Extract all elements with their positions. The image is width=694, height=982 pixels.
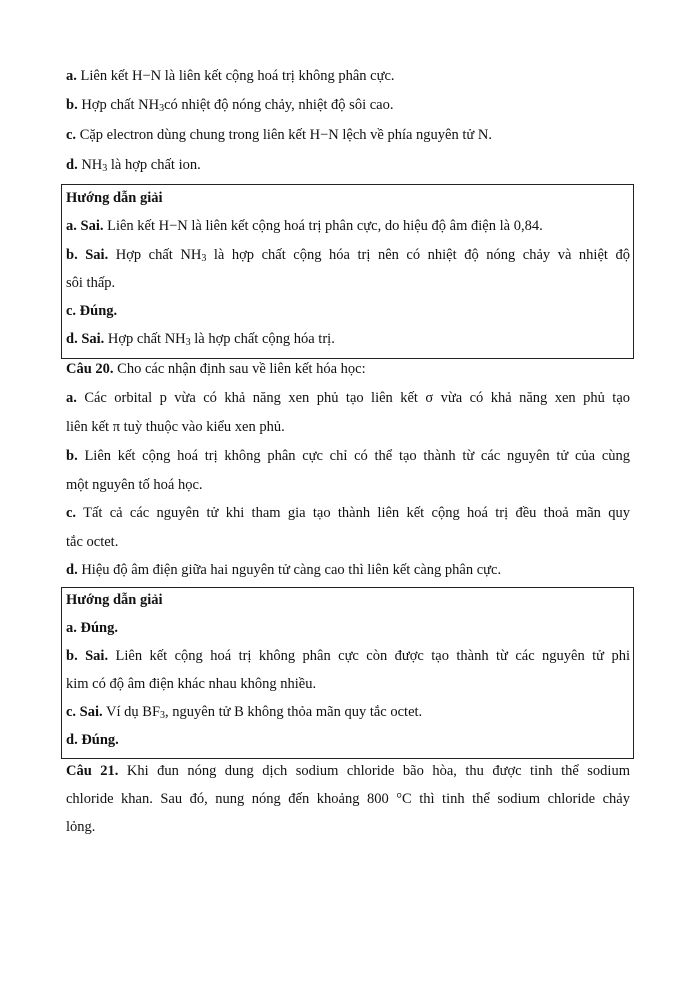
q20-solution-b-cont bbox=[66, 674, 630, 694]
solution-text: kim có độ âm điện khác nhau không nhiều. bbox=[66, 676, 317, 692]
q20-option-a-cont bbox=[66, 417, 630, 437]
q20-solution-c bbox=[66, 702, 630, 722]
solution-text: Hợp chất NH bbox=[115, 247, 202, 263]
solution-label: b. Sai. bbox=[66, 247, 109, 263]
solution-text: Hợp chất NH bbox=[107, 331, 186, 347]
option-text: một nguyên tố hoá học. bbox=[66, 477, 203, 493]
q19-option-c bbox=[66, 125, 630, 145]
option-text: liên kết π tuỳ thuộc vào kiểu xen phủ. bbox=[66, 419, 285, 435]
q20-option-b-cont bbox=[66, 475, 630, 495]
chem-symbol: NH bbox=[81, 157, 103, 173]
chem-symbol: NH bbox=[138, 97, 160, 113]
option-text: Liên kết H−N là liên kết cộng hoá trị không phân cực. bbox=[80, 68, 395, 84]
solution-label: c. Sai. bbox=[66, 704, 103, 720]
chem-subscript: 3 bbox=[159, 103, 165, 114]
solution-label: d. Sai. bbox=[66, 331, 105, 347]
q19-option-b bbox=[66, 95, 630, 115]
solution-label: a. Sai. bbox=[66, 218, 104, 234]
q20-solution-a bbox=[66, 618, 630, 638]
question-text: lỏng. bbox=[66, 819, 96, 835]
q21-line-1 bbox=[66, 761, 630, 781]
option-text: Tất cả các nguyên tử khi tham gia tạo thành liên kết cộng hoá trị đều thoả mãn quy bbox=[83, 505, 630, 521]
q21-line-2 bbox=[66, 789, 630, 809]
chem-formula bbox=[81, 157, 107, 173]
option-label: d. bbox=[66, 562, 78, 578]
solution-label: b. Sai. bbox=[66, 648, 109, 664]
option-label: d. bbox=[66, 157, 78, 173]
option-label: a. bbox=[66, 68, 77, 84]
question-text: chloride khan. Sau đó, nung nóng đến khoảng 800 °C thì tinh thể sodium chloride chảy bbox=[66, 791, 630, 807]
q20-solution-b bbox=[66, 646, 630, 666]
q20-option-b bbox=[66, 446, 630, 466]
solution-title: Hướng dẫn giải bbox=[66, 190, 163, 206]
solution-label: c. Đúng. bbox=[66, 303, 118, 319]
option-text: Liên kết cộng hoá trị không phân cực chỉ có thể tạo thành từ các nguyên tử của cùng bbox=[84, 448, 631, 464]
q21-line-3 bbox=[66, 817, 630, 837]
chem-subscript: 3 bbox=[185, 337, 191, 348]
solution-text: Ví dụ BF bbox=[106, 704, 161, 720]
q19-option-a bbox=[66, 66, 630, 86]
option-label: b. bbox=[66, 448, 78, 464]
q20-option-c-cont bbox=[66, 532, 630, 552]
q19-option-d bbox=[66, 155, 630, 175]
option-text: có nhiệt độ nóng chảy, nhiệt độ sôi cao. bbox=[164, 97, 394, 113]
solution-title: Hướng dẫn giải bbox=[66, 592, 163, 608]
chem-subscript: 3 bbox=[102, 163, 108, 174]
q19-solution-c bbox=[66, 301, 630, 321]
chem-subscript: 3 bbox=[201, 253, 207, 264]
option-text: Hợp chất bbox=[81, 97, 135, 113]
solution-label: d. Đúng. bbox=[66, 732, 119, 748]
chem-subscript: 3 bbox=[160, 710, 166, 721]
question-number: Câu 20. bbox=[66, 361, 114, 377]
question-text: Cho các nhận định sau về liên kết hóa học: bbox=[117, 361, 366, 377]
option-label: b. bbox=[66, 97, 78, 113]
solution-text: là hợp chất cộng hóa trị. bbox=[194, 331, 335, 347]
q19-solution-b bbox=[66, 245, 630, 265]
q19-solution-title bbox=[66, 188, 630, 208]
q19-solution-d bbox=[66, 329, 630, 349]
solution-text: là hợp chất cộng hóa trị nên có nhiệt độ nóng chảy và nhiệt độ bbox=[213, 247, 630, 263]
option-text: Cặp electron dùng chung trong liên kết H−N lệch về phía nguyên tử N. bbox=[79, 127, 492, 143]
option-text: tắc octet. bbox=[66, 534, 119, 550]
option-text: là hợp chất ion. bbox=[110, 157, 201, 173]
option-text: Các orbital p vừa có khả năng xen phủ tạo liên kết σ vừa có khả năng xen phủ tạo bbox=[84, 390, 631, 406]
q19-solution-b-cont bbox=[66, 273, 630, 293]
solution-text: Liên kết H−N là liên kết cộng hoá trị phân cực, do hiệu độ âm điện là 0,84. bbox=[107, 218, 543, 234]
q20-solution-d bbox=[66, 730, 630, 750]
q19-solution-a bbox=[66, 216, 630, 236]
solution-label: a. Đúng. bbox=[66, 620, 118, 636]
option-label: a. bbox=[66, 390, 77, 406]
option-text: Hiệu độ âm điện giữa hai nguyên tử càng cao thì liên kết càng phân cực. bbox=[81, 562, 502, 578]
solution-text: sôi thấp. bbox=[66, 275, 116, 291]
question-text: Khi đun nóng dung dịch sodium chloride bão hòa, thu được tinh thể sodium bbox=[126, 763, 630, 779]
solution-text: Liên kết cộng hoá trị không phân cực còn được tạo thành từ các nguyên tử phi bbox=[115, 648, 630, 664]
q20-heading-line bbox=[66, 359, 630, 379]
question-number: Câu 21. bbox=[66, 763, 119, 779]
chem-formula bbox=[138, 97, 164, 113]
option-label: c. bbox=[66, 127, 77, 143]
q20-solution-title bbox=[66, 590, 630, 610]
solution-text: , nguyên tử B không thỏa mãn quy tắc octet. bbox=[165, 704, 423, 720]
q20-option-c bbox=[66, 503, 630, 523]
option-label: c. bbox=[66, 505, 77, 521]
q20-option-d bbox=[66, 560, 630, 580]
q20-option-a bbox=[66, 388, 630, 408]
